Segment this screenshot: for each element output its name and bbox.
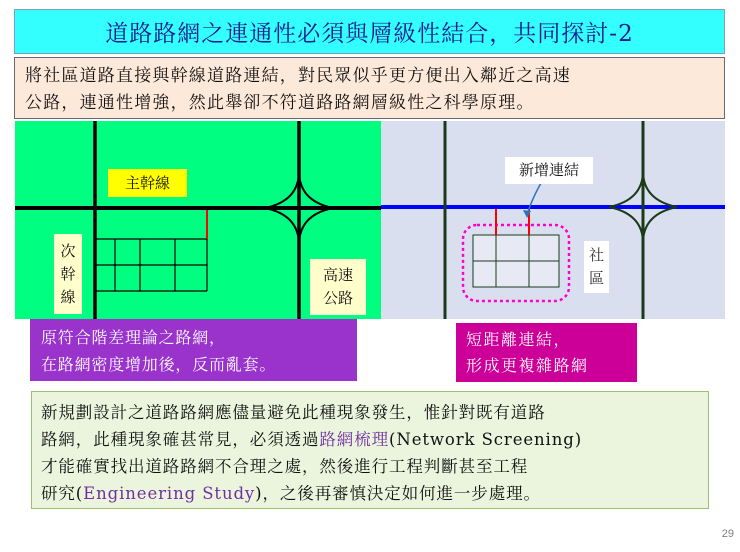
highway-label: 高速 公路 [310, 259, 366, 315]
interchange-ramp [609, 171, 643, 207]
left-road-network-diagram [15, 121, 381, 319]
community-label: 社 區 [584, 241, 609, 293]
intro-line-2: 公路，連通性增強，然此舉卻不符道路路網層級性之科學原理。 [25, 93, 535, 113]
interchange-ramp [609, 207, 643, 243]
callout-theory-network [30, 319, 357, 381]
conclusion-text-box [31, 391, 709, 509]
interchange-ramp [643, 207, 677, 243]
interchange-ramp [265, 208, 299, 245]
callout-short-link [456, 323, 637, 382]
slide-title: 道路路網之連通性必須與層級性結合，共同探討-2 [14, 9, 725, 54]
right-road-network-diagram [381, 121, 725, 319]
interchange-ramp [299, 208, 333, 245]
conclusion-line-2: 路網，此種現象確甚常見，必須透過路網梳理(Network Screening) [41, 430, 583, 449]
conclusion-line-1: 新規劃設計之道路路網應儘量避免此種現象發生，惟針對既有道路 [41, 403, 546, 422]
secondary-arterial-label: 次 幹 線 [54, 234, 82, 314]
interchange-ramp [643, 171, 677, 207]
page-number: 29 [721, 528, 734, 540]
intro-line-1: 將社區道路直接與幹線道路連結，對民眾似乎更方便出入鄰近之高速 [25, 66, 571, 86]
new-link-label: 新增連結 [505, 157, 593, 184]
callout-pink-line-1: 短距離連結， [466, 330, 572, 349]
intro-text-box [14, 57, 725, 119]
conclusion-line-3: 才能確實找出道路路網不合理之處，然後進行工程判斷甚至工程 [41, 457, 529, 476]
callout-pink-line-2: 形成更複雜路網 [466, 356, 589, 375]
pointer-arrow [527, 183, 541, 215]
interchange-ramp [265, 171, 299, 208]
local-street-grid [95, 239, 207, 291]
interchange-ramp [299, 171, 333, 208]
main-arterial-label: 主幹線 [108, 169, 187, 197]
callout-purple-line-2: 在路網密度增加後，反而亂套。 [41, 355, 277, 374]
callout-purple-line-1: 原符合階差理論之路網， [41, 328, 226, 347]
right-road-network-svg [381, 121, 725, 319]
engineering-study-highlight: Engineering Study [83, 484, 256, 503]
network-screening-highlight: 路網梳理 [319, 430, 390, 449]
conclusion-line-4: 研究(Engineering Study)，之後再審慎決定如何進一步處理。 [41, 484, 541, 503]
